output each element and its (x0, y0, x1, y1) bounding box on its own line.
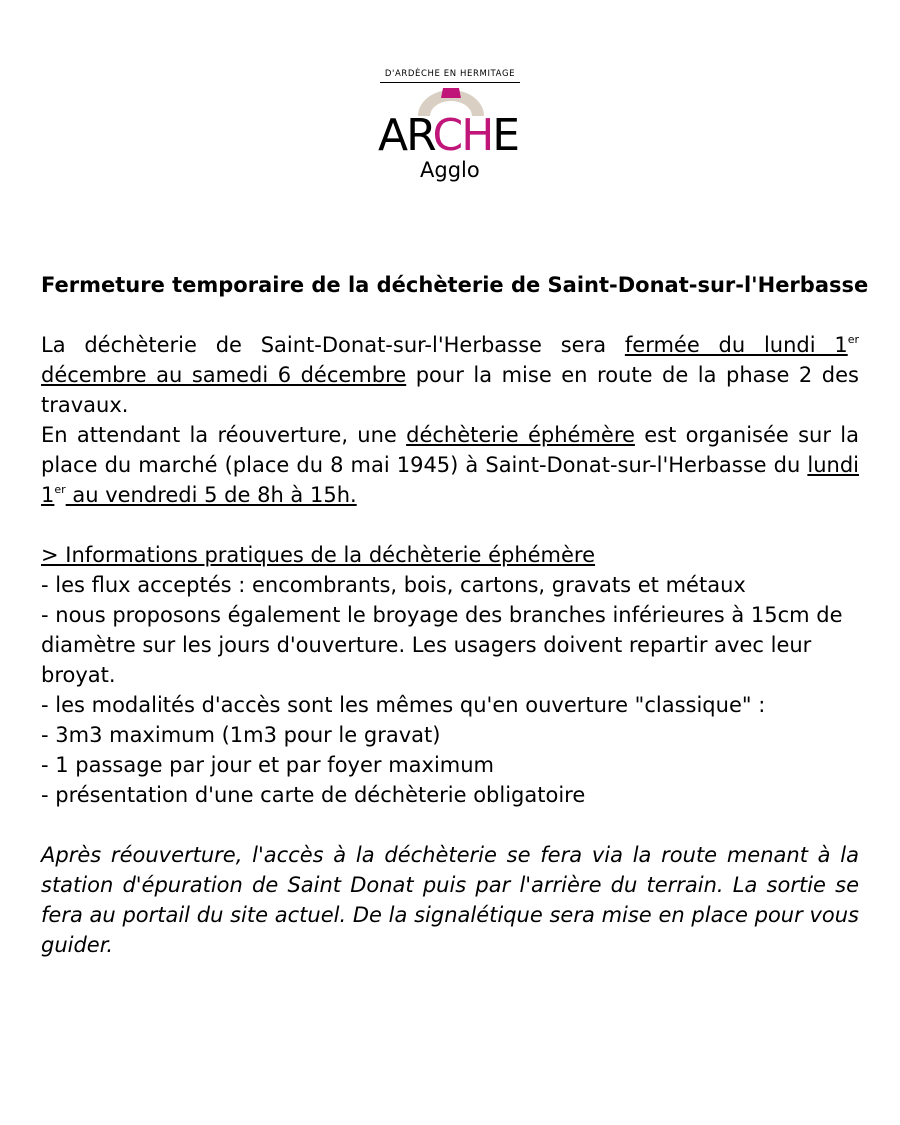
temporary-site-name: déchèterie éphémère (406, 423, 635, 447)
closure-dates-end: décembre au samedi 6 décembre (41, 363, 407, 387)
logo-tagline: D'ARDÈCHE EN HERMITAGE (384, 69, 516, 79)
logo-wordmark (378, 110, 518, 161)
temporary-site-paragraph (41, 420, 859, 510)
info-line-broyage: - nous proposons également le broyage des branches inférieures à 15cm de diamètre sur les jours d'ouverture. Les usagers doivent repartir avec leur broyat. (41, 603, 843, 687)
notice-title: Fermeture temporaire de la déchèterie de Saint-Donat-sur-l'Herbasse (41, 273, 869, 297)
logo-word-part2: CH (432, 110, 493, 161)
closure-dates-start: fermée du lundi 1 (624, 333, 848, 357)
temporary-text-b: est organisée sur la place du marché (place du 8 mai 1945) à Saint-Donat-sur-l'Herbasse du (41, 423, 859, 477)
logo-word-part3: E (492, 110, 519, 161)
temporary-text-a: En attendant la réouverture, une (41, 423, 407, 447)
closure-paragraph (41, 330, 859, 420)
info-line-passage: - 1 passage par jour et par foyer maximum (41, 753, 495, 777)
logo-subtitle: Agglo (420, 158, 480, 182)
closure-text-a: La déchèterie de Saint-Donat-sur-l'Herbasse sera (41, 333, 625, 357)
info-line-volume: - 3m3 maximum (1m3 pour le gravat) (41, 723, 441, 747)
info-line-modalites: - les modalités d'accès sont les mêmes qu'en ouverture "classique" : (41, 693, 766, 717)
info-line-flux: - les flux acceptés : encombrants, bois, cartons, gravats et métaux (41, 573, 746, 597)
logo-tagline-rule (380, 82, 520, 83)
temporary-dates-sup: er (54, 483, 66, 496)
logo-word-part1: AR (378, 110, 433, 161)
closure-text-b: pour la mise en route de la phase 2 des travaux. (41, 363, 859, 417)
notice-content (41, 270, 869, 960)
closure-dates-sup: er (847, 333, 859, 346)
temporary-dates-end: au vendredi 5 de 8h à 15h. (65, 483, 357, 507)
arche-agglo-logo (360, 66, 540, 186)
reopening-note: Après réouverture, l'accès à la déchèterie se fera via la route menant à la station d'épuration de Saint Donat puis par l'arrière du terrain. La sortie se fera au portail du site actuel. De la signalétique sera mise en place pour vous guider. (41, 843, 859, 957)
info-heading: > Informations pratiques de la déchèterie éphémère (41, 543, 596, 567)
temporary-dates-start: lundi 1 (41, 453, 859, 507)
info-line-carte: - présentation d'une carte de déchèterie obligatoire (41, 783, 586, 807)
